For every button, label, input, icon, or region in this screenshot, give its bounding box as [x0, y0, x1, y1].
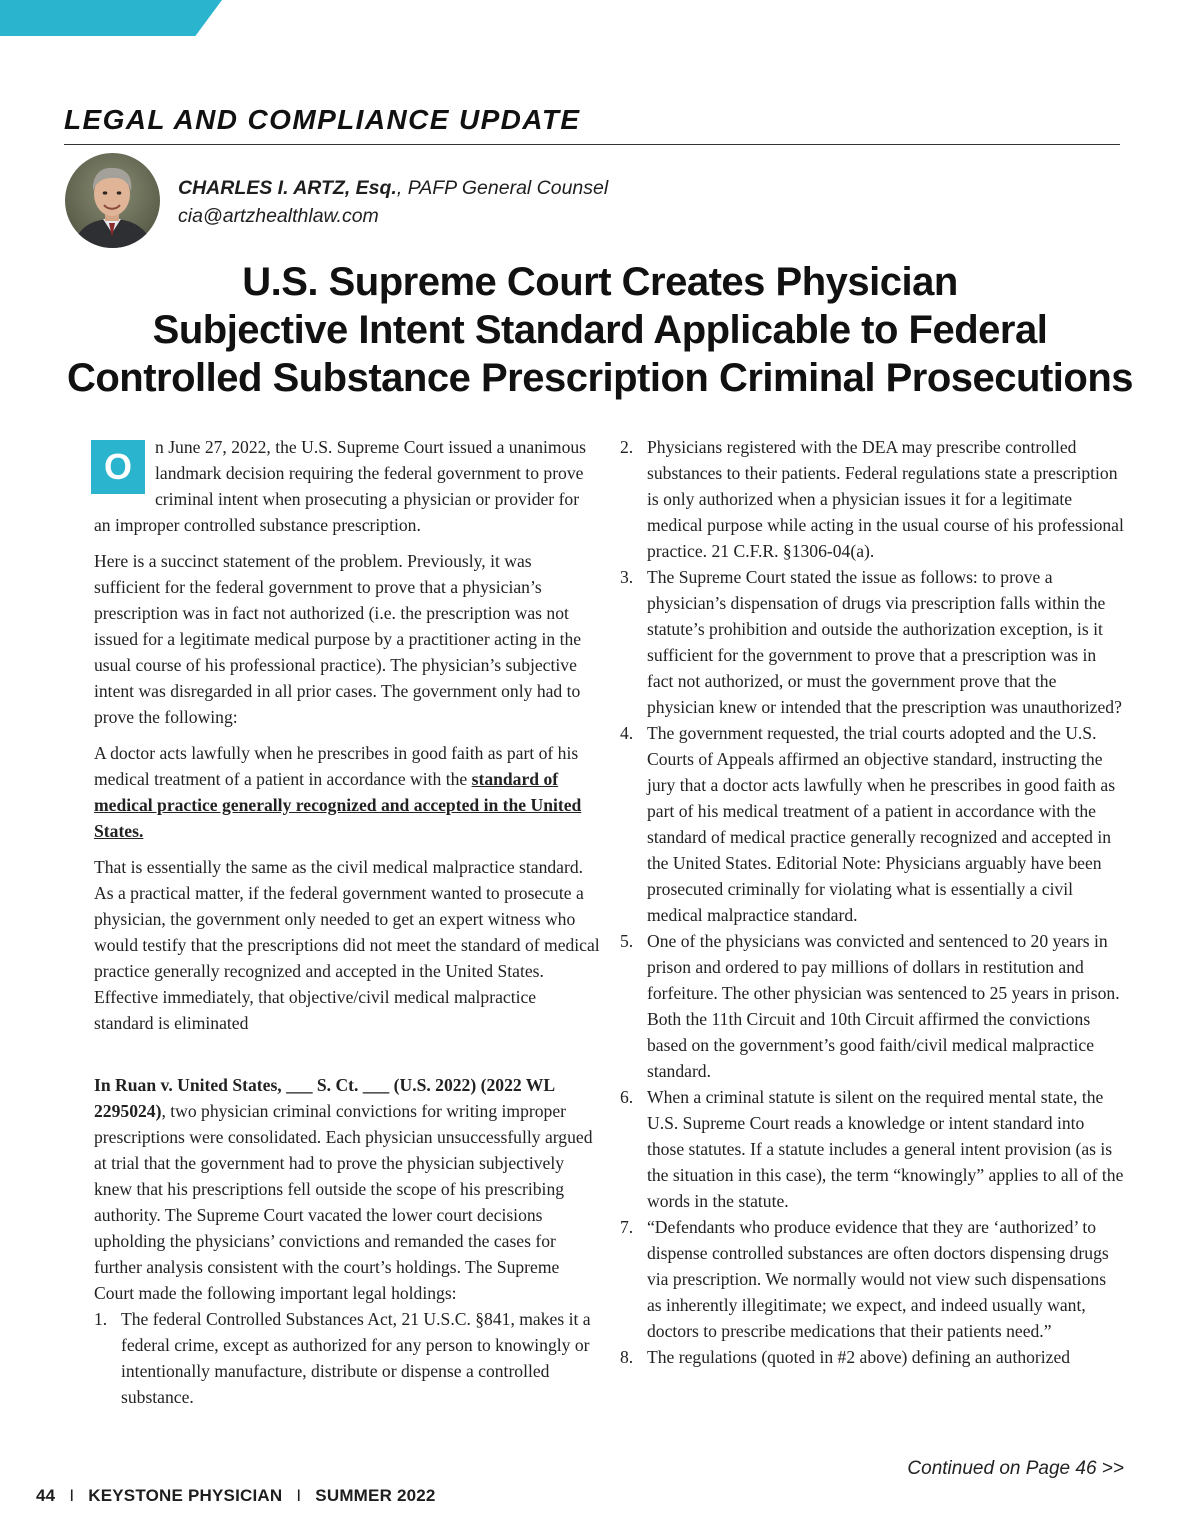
- author-name-line: [178, 174, 608, 202]
- holding-number: 3.: [620, 567, 634, 587]
- page-number: 44: [36, 1486, 56, 1505]
- article-right-column: [620, 434, 1124, 1370]
- article-headline: [40, 258, 1160, 402]
- holding-text: When a criminal statute is silent on the required mental state, the U.S. Supreme Court reads a knowledge or intent standard into those statutes. If a statute includes a general intent provision (as is the situation in this case), the term “knowingly” applies to all of the words in the statute.: [647, 1087, 1124, 1211]
- intro-paragraph: [94, 434, 600, 538]
- holding-text: The Supreme Court stated the issue as follows: to prove a physician’s dispensation of drugs via prescription falls within the statute’s prohibition and outside the authorization exception, is it sufficient for the government to prove that a prescription was in fact not authorized, or must the government prove that the physician knew or intended that the prescription was unauthorized?: [647, 567, 1122, 717]
- author-byline: [178, 174, 608, 230]
- holding-text: The government requested, the trial courts adopted and the U.S. Courts of Appeals affirmed an objective standard, instructing the jury that a doctor acts lawfully when he prescribes in good faith as part of his medical treatment of a patient in accordance with the standard of medical practice generally recognized and accepted in the United States. Editorial Note: Physicians arguably have been prosecuted criminally for violating what is essentially a civil medical malpractice standard.: [647, 723, 1116, 925]
- holding-number: 2.: [620, 437, 634, 457]
- issue-name: SUMMER 2022: [315, 1486, 436, 1505]
- intro-text: n June 27, 2022, the U.S. Supreme Court issued a unanimous landmark decision requiring the federal government to prove criminal intent when prosecuting a physician or provider for an improper controlled substance prescription.: [94, 437, 587, 535]
- holding-item: [620, 1344, 1124, 1370]
- author-name: CHARLES I. ARTZ, Esq.: [178, 177, 397, 199]
- holding-number: 6.: [620, 1087, 634, 1107]
- holding-item: [620, 1214, 1124, 1344]
- headline-line-2: Subjective Intent Standard Applicable to Federal: [152, 308, 1048, 352]
- holding-item: [620, 564, 1124, 720]
- standard-underlined-text: standard of medical practice generally recognized and accepted in the United States.: [94, 769, 582, 841]
- holding-item: [620, 928, 1124, 1084]
- holding-item: [620, 720, 1124, 928]
- holding-number: 7.: [620, 1217, 634, 1237]
- page-footer: [36, 1486, 436, 1506]
- standard-paragraph: [94, 740, 600, 844]
- ruan-citation: In Ruan v. United States, ___ S. Ct. ___ (U.S. 2022) (2022 WL 2295024): [94, 1075, 555, 1121]
- holding-text: The regulations (quoted in #2 above) defining an authorized: [647, 1347, 1071, 1367]
- malpractice-paragraph: That is essentially the same as the civil medical malpractice standard. As a practical matter, if the federal government wanted to prosecute a physician, the government only needed to get an expert witness who would testify that the prescriptions did not meet the standard of medical practice generally recognized and accepted in the United States. Effective immediately, that objective/civil medical malpractice standard is eliminated: [94, 857, 600, 1033]
- article-left-column: [94, 434, 600, 1410]
- footer-separator: I: [69, 1486, 75, 1505]
- ruan-paragraph: [94, 1072, 600, 1306]
- holdings-list-right: [620, 434, 1124, 1370]
- publication-name: KEYSTONE PHYSICIAN: [88, 1486, 283, 1505]
- holdings-list-left: [94, 1306, 600, 1410]
- holding-item: [620, 434, 1124, 564]
- ruan-text: , two physician criminal convictions for writing improper prescriptions were consolidated. Each physician unsuccessfully argued at trial that the government had to prove the physician subjectively knew that his prescriptions fell outside the scope of his prescribing authority. The Supreme Court vacated the lower court decisions upholding the physicians’ convictions and remanded the cases for further analysis consistent with the court’s holdings. The Supreme Court made the following important legal holdings:: [94, 1101, 593, 1303]
- holding-text: The federal Controlled Substances Act, 21 U.S.C. §841, makes it a federal crime, except as authorized for any person to knowingly or intentionally manufacture, distribute or dispense a controlled substance.: [121, 1309, 591, 1407]
- footer-separator: I: [296, 1486, 302, 1505]
- holding-number: 8.: [620, 1347, 634, 1367]
- author-email: cia@artzhealthlaw.com: [178, 205, 379, 227]
- headline-line-1: U.S. Supreme Court Creates Physician: [242, 260, 958, 304]
- holding-text: “Defendants who produce evidence that they are ‘authorized’ to dispense controlled substances are often doctors dispensing drugs via prescription. We normally would not view such dispensations as inherently illegitimate; we expect, and indeed usually want, doctors to prescribe medications that their patients need.”: [647, 1217, 1109, 1341]
- section-divider: [64, 144, 1120, 145]
- dropcap: O: [91, 440, 145, 494]
- author-photo: [65, 153, 160, 248]
- problem-paragraph: Here is a succinct statement of the problem. Previously, it was sufficient for the federal government to prove that a physician’s prescription was in fact not authorized (i.e. the prescription was not issued for a legitimate medical purpose by a practitioner acting in the usual course of his professional practice). The physician’s subjective intent was disregarded in all prior cases. The government only had to prove the following:: [94, 551, 582, 727]
- holding-text: Physicians registered with the DEA may prescribe controlled substances to their patients. Federal regulations state a prescription is only authorized when a physician issues it for a legitimate medical purpose while acting in the usual course of his professional practice. 21 C.F.R. §1306-04(a).: [647, 437, 1124, 561]
- holding-number: 1.: [94, 1309, 108, 1329]
- holding-number: 5.: [620, 931, 634, 951]
- holding-item: [620, 1084, 1124, 1214]
- holding-item: [94, 1306, 600, 1410]
- corner-accent-band: [0, 0, 222, 36]
- section-title: LEGAL AND COMPLIANCE UPDATE: [64, 104, 581, 135]
- standard-text: A doctor acts lawfully when he prescribes in good faith as part of his medical treatment of a patient in accordance with the: [94, 743, 579, 789]
- continued-link[interactable]: Continued on Page 46 >>: [907, 1458, 1124, 1479]
- headline-line-3: Controlled Substance Prescription Criminal Prosecutions: [66, 356, 1134, 400]
- holding-number: 4.: [620, 723, 634, 743]
- author-title: , PAFP General Counsel: [396, 177, 609, 199]
- holding-text: One of the physicians was convicted and sentenced to 20 years in prison and ordered to pay millions of dollars in restitution and forfeiture. The other physician was sentenced to 25 years in prison. Both the 11th Circuit and 10th Circuit affirmed the convictions based on the government’s good faith/civil medical malpractice standard.: [647, 931, 1120, 1081]
